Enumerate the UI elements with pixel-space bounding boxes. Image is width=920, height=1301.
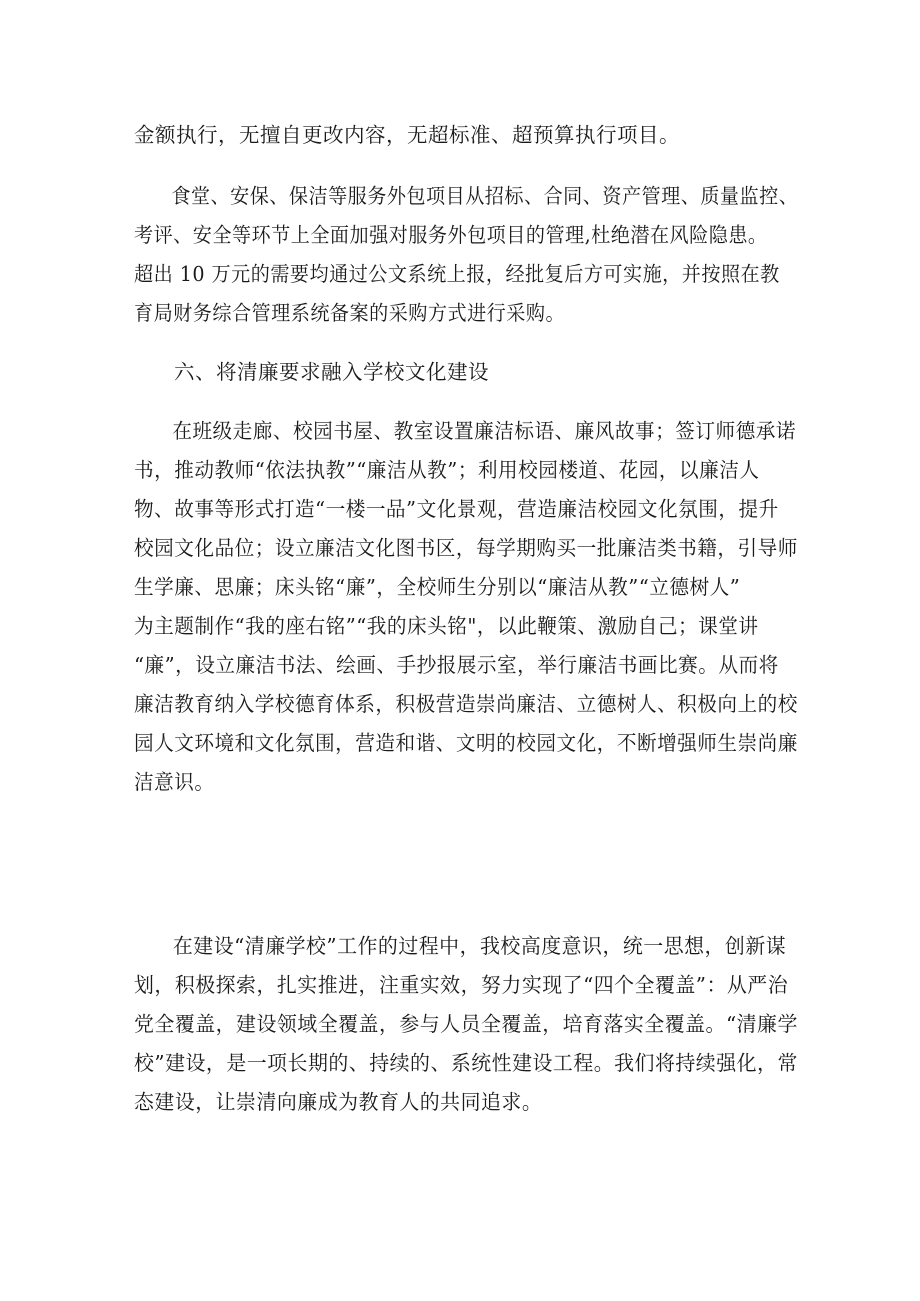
paragraph-line: 党全覆盖，建设领域全覆盖，参与人员全覆盖，培育落实全覆盖。“清廉学 — [134, 1012, 798, 1036]
paragraph-line: 态建设，让崇清向廉成为教育人的共同追求。 — [134, 1090, 543, 1114]
paragraph-line: 食堂、安保、保洁等服务外包项目从招标、合同、资产管理、质量监控、 — [171, 184, 799, 208]
paragraph-line: 书，推动教师“依法执教”“廉洁从教”；利用校园楼道、花园，以廉洁人 — [134, 458, 760, 482]
paragraph-line: 考评、安全等环节上全面加强对服务外包项目的管理,杜绝潜在风险隐患。 — [134, 223, 768, 247]
paragraph-line: 育局财务综合管理系统备案的采购方式进行采购。 — [134, 301, 566, 325]
paragraph-line: 校园文化品位；设立廉洁文化图书区，每学期购买一批廉洁类书籍，引导师 — [134, 536, 798, 560]
section-heading: 六、将清廉要求融入学校文化建设 — [174, 360, 489, 384]
paragraph-4 — [134, 927, 817, 1122]
paragraph-line: 生学廉、思廉；床头铭“廉”，全校师生分别以“廉洁从教”“立德树人” — [134, 575, 741, 599]
paragraph-line: “廉”，设立廉洁书法、绘画、手抄报展示室，举行廉洁书画比赛。从而将 — [134, 653, 779, 677]
paragraph-3 — [134, 412, 827, 802]
paragraph-line: 园人文环境和文化氛围，营造和谐、文明的校园文化，不断增强师生崇尚廉 — [134, 731, 798, 755]
paragraph-1 — [134, 116, 680, 155]
paragraph-line: 物、故事等形式打造“一楼一品”文化景观，营造廉洁校园文化氛围，提升 — [134, 497, 779, 521]
paragraph-line: 超出 10 万元的需要均通过公文系统上报，经批复后方可实施，并按照在教 — [134, 262, 780, 286]
paragraph-line: 金额执行，无擅自更改内容，无超标准、超预算执行项目。 — [134, 123, 680, 147]
paragraph-line: 校”建设，是一项长期的、持续的、系统性建设工程。我们将持续强化，常 — [134, 1051, 798, 1075]
paragraph-line: 在班级走廊、校园书屋、教室设置廉洁标语、廉风故事；签订师德承诺 — [172, 419, 796, 443]
paragraph-line: 为主题制作“我的座右铭”“我的床头铭"，以此鞭策、激励自己；课堂讲 — [134, 614, 759, 638]
paragraph-line: 在建设“清廉学校”工作的过程中，我校高度意识，统一思想，创新谋 — [172, 934, 787, 958]
paragraph-line: 廉洁教育纳入学校德育体系，积极营造崇尚廉洁、立德树人、积极向上的校 — [134, 692, 798, 716]
paragraph-2 — [134, 177, 846, 333]
paragraph-line: 洁意识。 — [134, 770, 215, 794]
paragraph-line: 划，积极探索，扎实推进，注重实效，努力实现了“四个全覆盖”：从严治 — [134, 973, 789, 997]
